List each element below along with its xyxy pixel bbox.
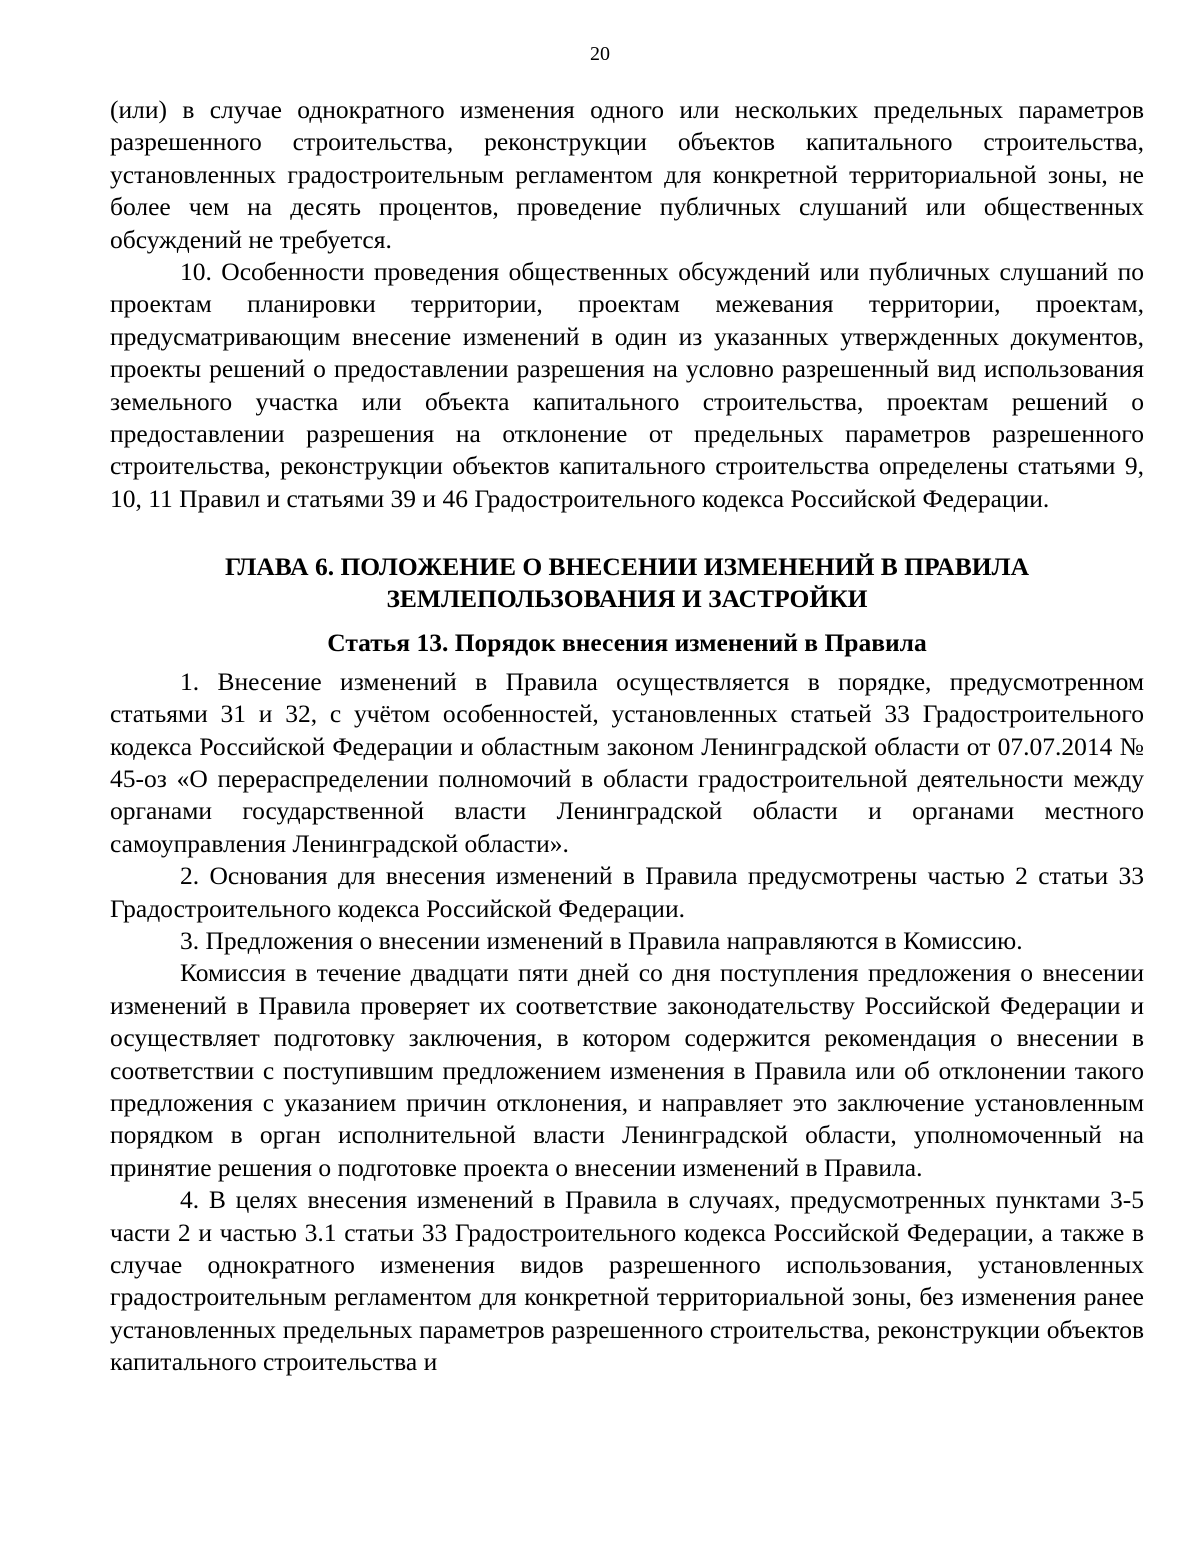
paragraph-item-10: 10. Особенности проведения общественных обсуждений или публичных слушаний по проектам планировки территории, проектам межевания территории, проектам, предусматривающим внесение изменений в один из указанных утвержденных документов, проекты решений о предоставлении разрешения на условно разрешенный вид использования земельного участка или объекта капитального строительства, проектам решений о предоставлении разрешения на отклонение от предельных параметров разрешенного строительства, реконструкции объектов капитального строительства определены статьями 9, 10, 11 Правил и статьями 39 и 46 Градостроительного кодекса Российской Федерации.	[110, 257, 1144, 513]
paragraph-item-3: 3. Предложения о внесении изменений в Правила направляются в Комиссию.	[180, 925, 1023, 955]
paragraph-commission: Комиссия в течение двадцати пяти дней со дня поступления предложения о внесении изменений в Правила проверяет их соответствие законодательству Российской Федерации и осуществляет подготовку заключения, в котором содержится рекомендация о внесении в соответствии с поступившим предложением изменения в Правила или об отклонении такого предложения с указанием причин отклонения, и направляет это заключение установленным порядком в орган исполнительной власти Ленинградской области, уполномоченный на принятие решения о подготовке проекта о внесении изменений в Правила.	[110, 958, 1144, 1182]
chapter-title-line1: ГЛАВА 6. ПОЛОЖЕНИЕ О ВНЕСЕНИИ ИЗМЕНЕНИЙ В ПРАВИЛА	[224, 552, 1030, 582]
paragraph-item-1: 1. Внесение изменений в Правила осуществляется в порядке, предусмотренном статьями 31 и 32, с учётом особенностей, установленных статьей 33 Градостроительного кодекса Российской Федерации и областным законом Ленинградской области от 07.07.2014 № 45-оз «О перераспределении полномочий в области градостроительной деятельности между органами государственной власти Ленинградской области и органами местного самоуправления Ленинградской области».	[110, 666, 1144, 858]
chapter-title	[110, 551, 1144, 615]
paragraph-item-4: 4. В целях внесения изменений в Правила в случаях, предусмотренных пунктами 3-5 части 2 и частью 3.1 статьи 33 Градостроительного кодекса Российской Федерации, а также в случае однократного изменения видов разрешенного использования, установленных градостроительным регламентом для конкретной территориальной зоны, без изменения ранее установленных предельных параметров разрешенного строительства, реконструкции объектов капитального строительства и	[110, 1185, 1144, 1377]
paragraph-item-2: 2. Основания для внесения изменений в Правила предусмотрены частью 2 статьи 33 Градостроительного кодекса Российской Федерации.	[110, 861, 1144, 923]
article-title: Статья 13. Порядок внесения изменений в Правила	[327, 628, 927, 658]
document-body	[110, 94, 1144, 1379]
paragraph-continuation: (или) в случае однократного изменения одного или нескольких предельных параметров разрешенного строительства, реконструкции объектов капитального строительства, установленных градостроительным регламентом для конкретной территориальной зоны, не более чем на десять процентов, проведение публичных слушаний или общественных обсуждений не требуется.	[110, 95, 1144, 254]
chapter-title-line2: ЗЕМЛЕПОЛЬЗОВАНИЯ И ЗАСТРОЙКИ	[386, 584, 868, 614]
page-number: 20	[590, 43, 610, 65]
